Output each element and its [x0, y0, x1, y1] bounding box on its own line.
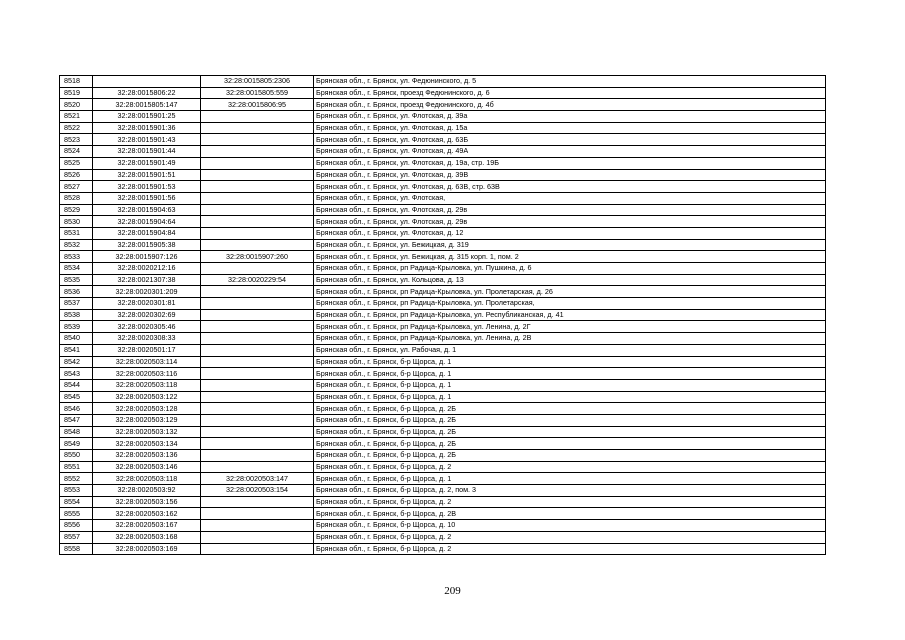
address-cell: Брянская обл., г. Брянск, б-р Щорса, д. 2	[314, 531, 826, 543]
table-row	[60, 111, 826, 123]
address-cell: Брянская обл., г. Брянск, ул. Федюнинского, д. 5	[314, 76, 826, 88]
related-cadastral-number-cell	[201, 391, 314, 403]
row-number-cell: 8529	[60, 204, 93, 216]
address-cell: Брянская обл., г. Брянск, рп Радица-Крыловка, ул. Пролетарская,	[314, 298, 826, 310]
address-cell: Брянская обл., г. Брянск, рп Радица-Крыловка, ул. Ленина, д. 2Г	[314, 321, 826, 333]
table-row	[60, 379, 826, 391]
table-row	[60, 333, 826, 345]
related-cadastral-number-cell: 32:28:0015907:260	[201, 251, 314, 263]
page-number: 209	[444, 585, 461, 597]
row-number-cell: 8526	[60, 169, 93, 181]
cadastral-number-cell: 32:28:0015806:22	[93, 87, 201, 99]
table-row	[60, 157, 826, 169]
address-cell: Брянская обл., г. Брянск, ул. Бежицкая, д. 315 корп. 1, пом. 2	[314, 251, 826, 263]
table-row	[60, 450, 826, 462]
related-cadastral-number-cell	[201, 531, 314, 543]
cadastral-number-cell: 32:28:0020503:162	[93, 508, 201, 520]
address-cell: Брянская обл., г. Брянск, б-р Щорса, д. 2В	[314, 508, 826, 520]
related-cadastral-number-cell	[201, 169, 314, 181]
table-row	[60, 496, 826, 508]
table-row	[60, 438, 826, 450]
address-cell: Брянская обл., г. Брянск, б-р Щорса, д. 2Б	[314, 426, 826, 438]
row-number-cell: 8536	[60, 286, 93, 298]
related-cadastral-number-cell	[201, 286, 314, 298]
cadastral-number-cell: 32:28:0015904:64	[93, 216, 201, 228]
row-number-cell: 8550	[60, 450, 93, 462]
table-row	[60, 426, 826, 438]
row-number-cell: 8534	[60, 263, 93, 275]
table-row	[60, 403, 826, 415]
cadastral-number-cell: 32:28:0015901:25	[93, 111, 201, 123]
table-row	[60, 508, 826, 520]
related-cadastral-number-cell	[201, 379, 314, 391]
address-cell: Брянская обл., г. Брянск, ул. Флотская, д. 19а, стр. 19Б	[314, 157, 826, 169]
cadastral-number-cell: 32:28:0015901:56	[93, 192, 201, 204]
table-row	[60, 227, 826, 239]
address-cell: Брянская обл., г. Брянск, ул. Флотская, д. 63В, стр. 63В	[314, 181, 826, 193]
table-row	[60, 87, 826, 99]
table-row	[60, 286, 826, 298]
address-cell: Брянская обл., г. Брянск, б-р Щорса, д. 2Б	[314, 450, 826, 462]
cadastral-number-cell: 32:28:0020301:81	[93, 298, 201, 310]
cadastral-number-cell: 32:28:0015901:51	[93, 169, 201, 181]
related-cadastral-number-cell	[201, 134, 314, 146]
table-row	[60, 239, 826, 251]
row-number-cell: 8531	[60, 227, 93, 239]
row-number-cell: 8540	[60, 333, 93, 345]
address-cell: Брянская обл., г. Брянск, б-р Щорса, д. 1	[314, 379, 826, 391]
table-row	[60, 309, 826, 321]
row-number-cell: 8541	[60, 344, 93, 356]
table-body	[60, 76, 826, 555]
row-number-cell: 8522	[60, 122, 93, 134]
cadastral-number-cell: 32:28:0020308:33	[93, 333, 201, 345]
row-number-cell: 8556	[60, 520, 93, 532]
table-row	[60, 414, 826, 426]
table-row	[60, 263, 826, 275]
row-number-cell: 8551	[60, 461, 93, 473]
cadastral-number-cell: 32:28:0020212:16	[93, 263, 201, 275]
cadastral-number-cell: 32:28:0020503:169	[93, 543, 201, 555]
related-cadastral-number-cell	[201, 227, 314, 239]
row-number-cell: 8546	[60, 403, 93, 415]
related-cadastral-number-cell	[201, 122, 314, 134]
row-number-cell: 8532	[60, 239, 93, 251]
address-cell: Брянская обл., г. Брянск, проезд Федюнинского, д. 6	[314, 87, 826, 99]
address-cell: Брянская обл., г. Брянск, ул. Бежицкая, д. 319	[314, 239, 826, 251]
row-number-cell: 8519	[60, 87, 93, 99]
address-cell: Брянская обл., г. Брянск, б-р Щорса, д. 1	[314, 356, 826, 368]
address-cell: Брянская обл., г. Брянск, б-р Щорса, д. 2	[314, 461, 826, 473]
related-cadastral-number-cell	[201, 216, 314, 228]
related-cadastral-number-cell	[201, 192, 314, 204]
address-cell: Брянская обл., г. Брянск, ул. Флотская,	[314, 192, 826, 204]
row-number-cell: 8530	[60, 216, 93, 228]
cadastral-number-cell: 32:28:0015901:36	[93, 122, 201, 134]
cadastral-number-cell: 32:28:0020503:168	[93, 531, 201, 543]
related-cadastral-number-cell: 32:28:0015805:559	[201, 87, 314, 99]
table-row	[60, 122, 826, 134]
related-cadastral-number-cell	[201, 344, 314, 356]
address-cell: Брянская обл., г. Брянск, б-р Щорса, д. 2, пом. 3	[314, 485, 826, 497]
cadastral-number-cell: 32:28:0020503:129	[93, 414, 201, 426]
address-cell: Брянская обл., г. Брянск, ул. Рабочая, д. 1	[314, 344, 826, 356]
cadastral-number-cell: 32:28:0020503:114	[93, 356, 201, 368]
table-row	[60, 169, 826, 181]
table-row	[60, 356, 826, 368]
row-number-cell: 8528	[60, 192, 93, 204]
row-number-cell: 8552	[60, 473, 93, 485]
address-cell: Брянская обл., г. Брянск, б-р Щорса, д. 2	[314, 496, 826, 508]
row-number-cell: 8535	[60, 274, 93, 286]
table-row	[60, 520, 826, 532]
address-cell: Брянская обл., г. Брянск, рп Радица-Крыловка, ул. Пролетарская, д. 26	[314, 286, 826, 298]
address-cell: Брянская обл., г. Брянск, ул. Флотская, д. 39В	[314, 169, 826, 181]
table-row	[60, 531, 826, 543]
related-cadastral-number-cell: 32:28:0020503:154	[201, 485, 314, 497]
row-number-cell: 8521	[60, 111, 93, 123]
table-row	[60, 368, 826, 380]
address-cell: Брянская обл., г. Брянск, рп Радица-Крыловка, ул. Республиканская, д. 41	[314, 309, 826, 321]
row-number-cell: 8520	[60, 99, 93, 111]
table-row	[60, 485, 826, 497]
table-row	[60, 251, 826, 263]
address-cell: Брянская обл., г. Брянск, ул. Флотская, д. 63Б	[314, 134, 826, 146]
row-number-cell: 8543	[60, 368, 93, 380]
related-cadastral-number-cell	[201, 543, 314, 555]
related-cadastral-number-cell	[201, 146, 314, 158]
address-cell: Брянская обл., г. Брянск, б-р Щорса, д. 2Б	[314, 438, 826, 450]
related-cadastral-number-cell	[201, 414, 314, 426]
cadastral-number-cell: 32:28:0020501:17	[93, 344, 201, 356]
related-cadastral-number-cell	[201, 438, 314, 450]
cadastral-number-cell: 32:28:0015901:43	[93, 134, 201, 146]
table-row	[60, 216, 826, 228]
address-cell: Брянская обл., г. Брянск, ул. Кольцова, д. 13	[314, 274, 826, 286]
related-cadastral-number-cell	[201, 450, 314, 462]
address-cell: Брянская обл., г. Брянск, б-р Щорса, д. 2Б	[314, 403, 826, 415]
row-number-cell: 8549	[60, 438, 93, 450]
row-number-cell: 8557	[60, 531, 93, 543]
address-cell: Брянская обл., г. Брянск, б-р Щорса, д. 2Б	[314, 414, 826, 426]
cadastral-number-cell: 32:28:0015901:53	[93, 181, 201, 193]
cadastral-number-cell: 32:28:0015904:63	[93, 204, 201, 216]
related-cadastral-number-cell	[201, 461, 314, 473]
table-row	[60, 181, 826, 193]
row-number-cell: 8547	[60, 414, 93, 426]
cadastral-number-cell: 32:28:0015905:38	[93, 239, 201, 251]
table-row	[60, 391, 826, 403]
cadastral-number-cell: 32:28:0020503:116	[93, 368, 201, 380]
related-cadastral-number-cell	[201, 426, 314, 438]
cadastral-number-cell: 32:28:0020503:156	[93, 496, 201, 508]
table-row	[60, 344, 826, 356]
address-cell: Брянская обл., г. Брянск, б-р Щорса, д. 2	[314, 543, 826, 555]
cadastral-number-cell: 32:28:0015901:44	[93, 146, 201, 158]
cadastral-number-cell: 32:28:0020503:132	[93, 426, 201, 438]
table-row	[60, 298, 826, 310]
cadastral-number-cell: 32:28:0021307:38	[93, 274, 201, 286]
address-cell: Брянская обл., г. Брянск, ул. Флотская, д. 12	[314, 227, 826, 239]
related-cadastral-number-cell	[201, 111, 314, 123]
related-cadastral-number-cell	[201, 239, 314, 251]
cadastral-number-cell: 32:28:0020503:118	[93, 473, 201, 485]
cadastral-number-cell: 32:28:0015907:126	[93, 251, 201, 263]
row-number-cell: 8544	[60, 379, 93, 391]
related-cadastral-number-cell	[201, 181, 314, 193]
cadastral-number-cell: 32:28:0015805:147	[93, 99, 201, 111]
cadastral-number-cell: 32:28:0015901:49	[93, 157, 201, 169]
cadastral-number-cell: 32:28:0020503:122	[93, 391, 201, 403]
row-number-cell: 8525	[60, 157, 93, 169]
cadastral-number-cell: 32:28:0020305:46	[93, 321, 201, 333]
table-row	[60, 461, 826, 473]
address-cell: Брянская обл., г. Брянск, б-р Щорса, д. 1	[314, 473, 826, 485]
address-cell: Брянская обл., г. Брянск, проезд Федюнинского, д. 4б	[314, 99, 826, 111]
cadastral-number-cell	[93, 76, 201, 88]
address-cell: Брянская обл., г. Брянск, ул. Флотская, д. 39а	[314, 111, 826, 123]
related-cadastral-number-cell	[201, 356, 314, 368]
cadastral-number-cell: 32:28:0020503:134	[93, 438, 201, 450]
table-row	[60, 321, 826, 333]
cadastral-number-cell: 32:28:0020302:69	[93, 309, 201, 321]
address-cell: Брянская обл., г. Брянск, б-р Щорса, д. 1	[314, 391, 826, 403]
related-cadastral-number-cell	[201, 157, 314, 169]
related-cadastral-number-cell: 32:28:0015806:95	[201, 99, 314, 111]
address-cell: Брянская обл., г. Брянск, б-р Щорса, д. 1	[314, 368, 826, 380]
row-number-cell: 8527	[60, 181, 93, 193]
row-number-cell: 8524	[60, 146, 93, 158]
row-number-cell: 8539	[60, 321, 93, 333]
row-number-cell: 8538	[60, 309, 93, 321]
address-cell: Брянская обл., г. Брянск, рп Радица-Крыловка, ул. Ленина, д. 2В	[314, 333, 826, 345]
cadastral-number-cell: 32:28:0020503:167	[93, 520, 201, 532]
cadastral-number-cell: 32:28:0020503:92	[93, 485, 201, 497]
row-number-cell: 8523	[60, 134, 93, 146]
related-cadastral-number-cell	[201, 520, 314, 532]
table-row	[60, 543, 826, 555]
row-number-cell: 8537	[60, 298, 93, 310]
address-cell: Брянская обл., г. Брянск, ул. Флотская, д. 15а	[314, 122, 826, 134]
related-cadastral-number-cell	[201, 496, 314, 508]
related-cadastral-number-cell	[201, 508, 314, 520]
row-number-cell: 8555	[60, 508, 93, 520]
related-cadastral-number-cell	[201, 309, 314, 321]
cadastral-number-cell: 32:28:0015904:84	[93, 227, 201, 239]
table-row	[60, 204, 826, 216]
address-cell: Брянская обл., г. Брянск, б-р Щорса, д. 10	[314, 520, 826, 532]
related-cadastral-number-cell	[201, 263, 314, 275]
related-cadastral-number-cell	[201, 298, 314, 310]
cadastral-number-cell: 32:28:0020301:209	[93, 286, 201, 298]
cadastral-number-cell: 32:28:0020503:136	[93, 450, 201, 462]
row-number-cell: 8533	[60, 251, 93, 263]
row-number-cell: 8518	[60, 76, 93, 88]
related-cadastral-number-cell: 32:28:0020229:54	[201, 274, 314, 286]
table-row	[60, 146, 826, 158]
table-row	[60, 99, 826, 111]
row-number-cell: 8554	[60, 496, 93, 508]
table-row	[60, 134, 826, 146]
cadastral-number-cell: 32:28:0020503:146	[93, 461, 201, 473]
address-cell: Брянская обл., г. Брянск, ул. Флотская, д. 29в	[314, 216, 826, 228]
table-row	[60, 473, 826, 485]
cadastral-number-cell: 32:28:0020503:128	[93, 403, 201, 415]
address-cell: Брянская обл., г. Брянск, ул. Флотская, д. 49А	[314, 146, 826, 158]
address-cell: Брянская обл., г. Брянск, рп Радица-Крыловка, ул. Пушкина, д. 6	[314, 263, 826, 275]
related-cadastral-number-cell	[201, 321, 314, 333]
address-cell: Брянская обл., г. Брянск, ул. Флотская, д. 29в	[314, 204, 826, 216]
related-cadastral-number-cell: 32:28:0020503:147	[201, 473, 314, 485]
related-cadastral-number-cell	[201, 333, 314, 345]
row-number-cell: 8545	[60, 391, 93, 403]
related-cadastral-number-cell: 32:28:0015805:2306	[201, 76, 314, 88]
table-row	[60, 274, 826, 286]
cadastral-number-cell: 32:28:0020503:118	[93, 379, 201, 391]
row-number-cell: 8558	[60, 543, 93, 555]
related-cadastral-number-cell	[201, 204, 314, 216]
table-row	[60, 76, 826, 88]
related-cadastral-number-cell	[201, 403, 314, 415]
property-register-table	[59, 75, 826, 555]
related-cadastral-number-cell	[201, 368, 314, 380]
row-number-cell: 8548	[60, 426, 93, 438]
row-number-cell: 8553	[60, 485, 93, 497]
row-number-cell: 8542	[60, 356, 93, 368]
table-row	[60, 192, 826, 204]
